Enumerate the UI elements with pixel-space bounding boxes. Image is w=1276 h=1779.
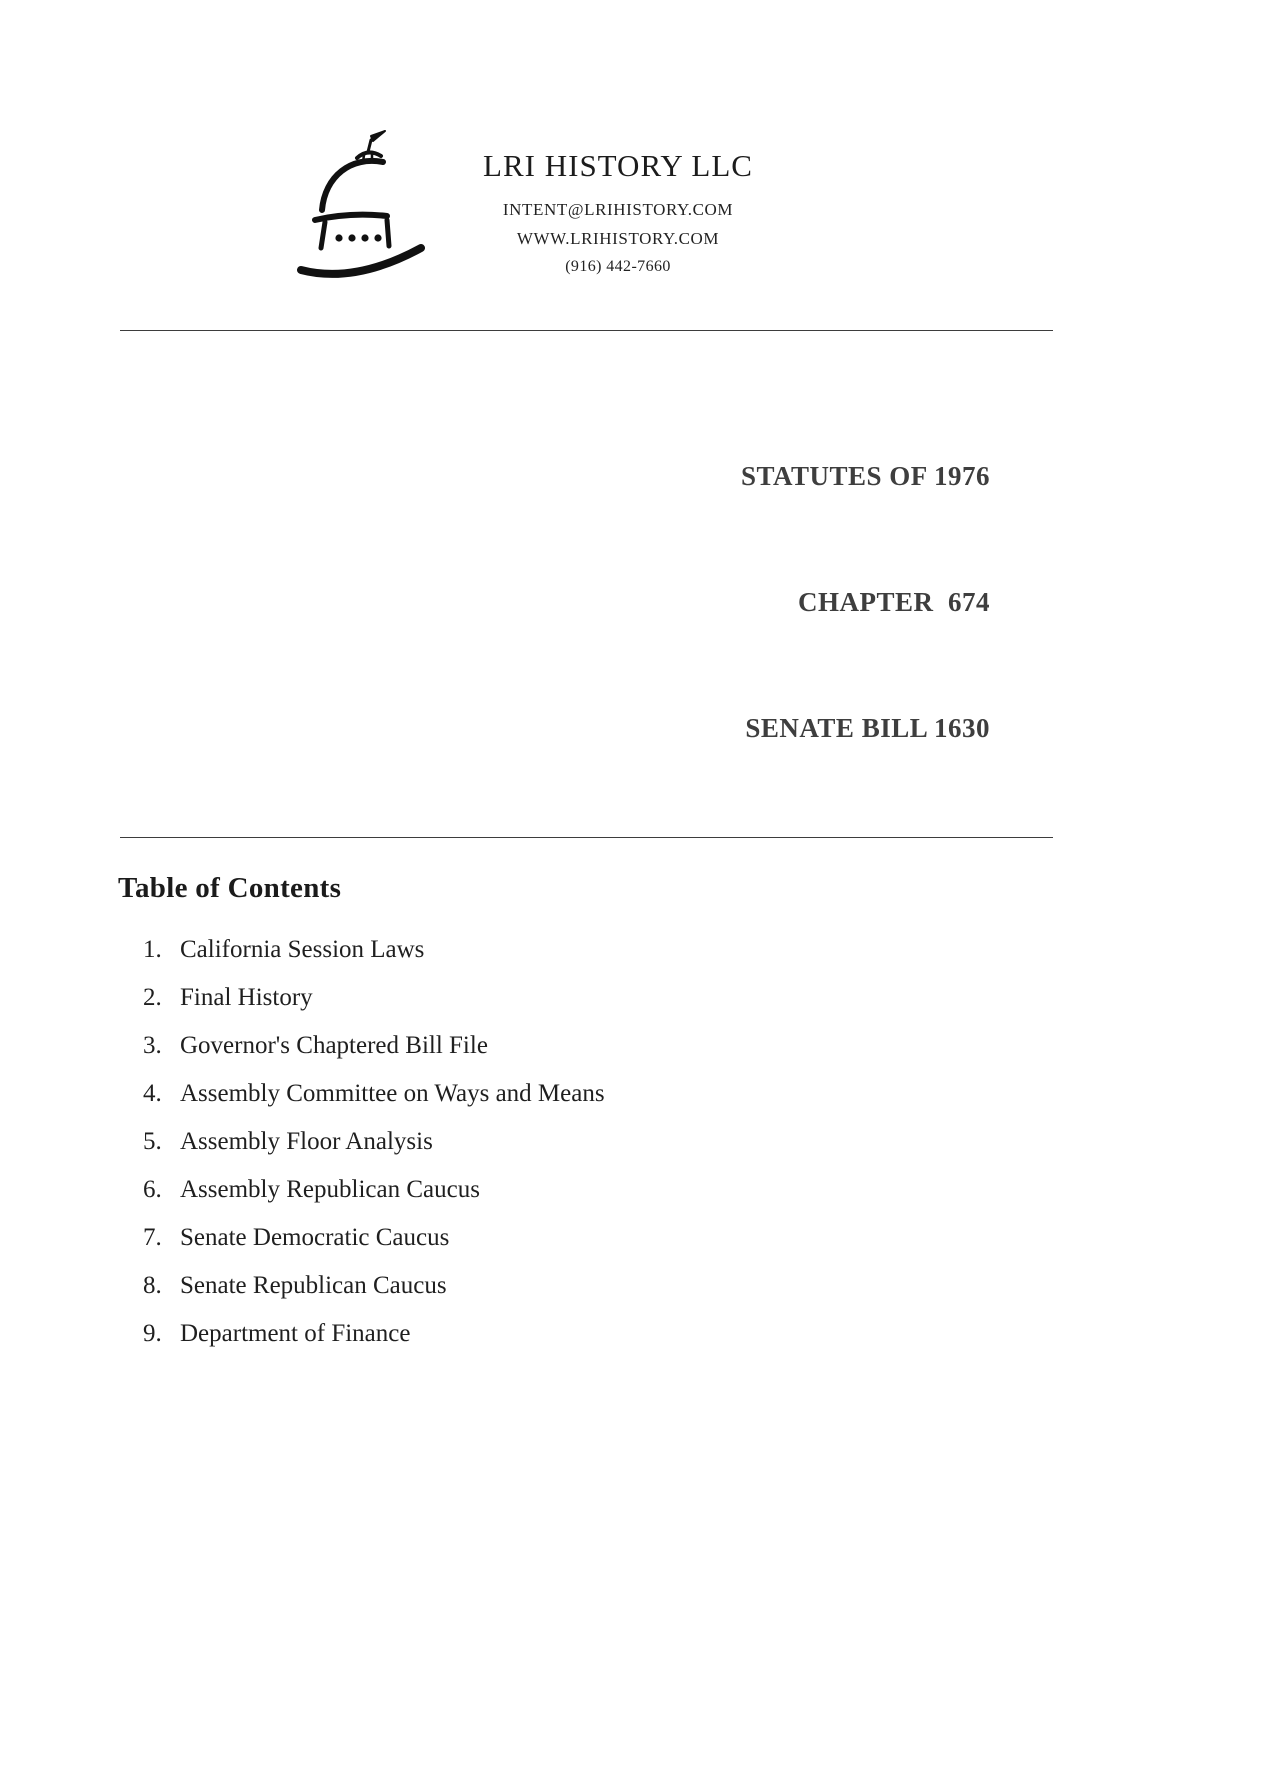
toc-item-label: Senate Republican Caucus [180, 1272, 447, 1299]
toc-item [143, 1321, 1276, 1347]
toc-item-label: Assembly Floor Analysis [180, 1128, 433, 1155]
toc-item [143, 1081, 1276, 1107]
company-phone: (916) 442-7660 [565, 258, 671, 275]
chapter-line: CHAPTER 674 [797, 587, 990, 617]
statutes-line: STATUTES OF 1976 [740, 461, 990, 491]
toc-item-label: Final History [180, 984, 313, 1011]
toc-item [143, 1033, 1276, 1059]
divider-bottom [120, 837, 1053, 838]
capitol-dome-logo-icon [295, 128, 445, 288]
toc-item-label: California Session Laws [180, 936, 425, 963]
toc-item-label: Governor's Chaptered Bill File [180, 1032, 488, 1059]
toc-item-label: Senate Democratic Caucus [180, 1224, 450, 1251]
letterhead-text [473, 128, 763, 276]
toc-item [143, 1129, 1276, 1155]
toc-item [143, 1273, 1276, 1299]
toc-item-label: Department of Finance [180, 1320, 411, 1347]
toc-item [143, 985, 1276, 1011]
senate-bill-line: SENATE BILL 1630 [745, 713, 990, 743]
letterhead [295, 128, 1276, 288]
toc-item [143, 1177, 1276, 1203]
document-page [0, 128, 1276, 1779]
toc-item [143, 937, 1276, 963]
toc-list [143, 937, 1276, 1347]
statutes-title-block [120, 371, 990, 791]
toc-item-label: Assembly Committee on Ways and Means [180, 1080, 605, 1107]
company-website: WWW.LRIHISTORY.COM [516, 229, 720, 248]
toc-heading: Table of Contents [118, 872, 342, 904]
divider-top [120, 330, 1053, 331]
company-email: INTENT@LRIHISTORY.COM [502, 200, 734, 219]
company-name: LRI HISTORY LLC [483, 148, 753, 183]
toc-item-label: Assembly Republican Caucus [180, 1176, 480, 1203]
toc-item [143, 1225, 1276, 1251]
